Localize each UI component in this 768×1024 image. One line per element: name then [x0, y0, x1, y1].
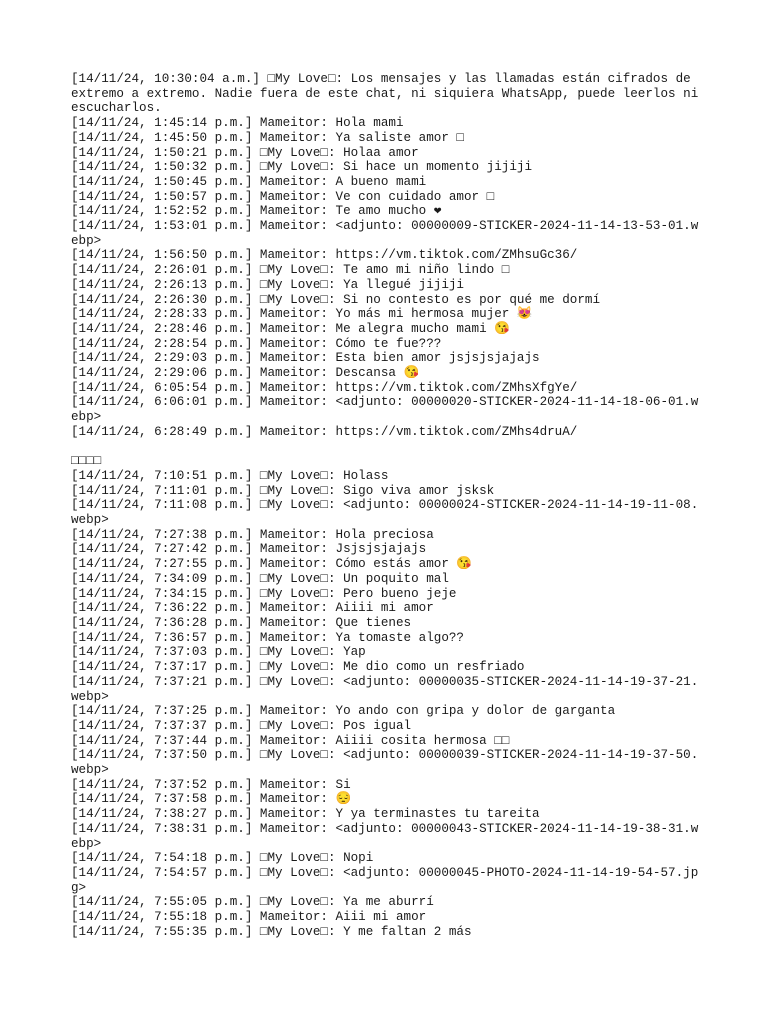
message-line: [14/11/24, 1:53:01 p.m.] Mameitor: <adjunto: 00000009-STICKER-2024-11-14-13-53-01.webp>: [71, 219, 699, 248]
message-line: [14/11/24, 7:27:42 p.m.] Mameitor: Jsjsjsjajajs: [71, 542, 427, 557]
message-line: [14/11/24, 2:29:03 p.m.] Mameitor: Esta bien amor jsjsjsjajajs: [71, 351, 540, 366]
message-line: [14/11/24, 7:54:57 p.m.] □My Love□: <adjunto: 00000045-PHOTO-2024-11-14-19-54-57.jpg>: [71, 865, 699, 895]
message-line: [14/11/24, 7:37:50 p.m.] □My Love□: <adjunto: 00000039-STICKER-2024-11-14-19-37-50.webp>: [71, 748, 699, 778]
message-line: [14/11/24, 7:34:15 p.m.] □My Love□: Pero bueno jeje: [71, 586, 457, 601]
message-line: [14/11/24, 7:27:55 p.m.] Mameitor: Cómo estás amor 😘: [71, 557, 473, 572]
message-line: [14/11/24, 2:26:30 p.m.] □My Love□: Si no contesto es por qué me dormí: [71, 292, 601, 307]
message-line: [14/11/24, 7:37:25 p.m.] Mameitor: Yo ando con gripa y dolor de garganta: [71, 704, 616, 719]
blank-line: [71, 440, 703, 455]
message-line: [14/11/24, 7:34:09 p.m.] □My Love□: Un poquito mal: [71, 571, 449, 586]
message-line: [14/11/24, 1:50:32 p.m.] □My Love□: Si hace un momento jijiji: [71, 160, 533, 175]
message-line: [14/11/24, 7:37:52 p.m.] Mameitor: Si: [71, 777, 351, 792]
message-line: [14/11/24, 7:27:38 p.m.] Mameitor: Hola preciosa: [71, 527, 434, 542]
message-line: [14/11/24, 7:37:17 p.m.] □My Love□: Me dio como un resfriado: [71, 660, 525, 675]
message-line: [14/11/24, 2:26:13 p.m.] □My Love□: Ya llegué jijiji: [71, 277, 464, 292]
message-line: [14/11/24, 1:50:45 p.m.] Mameitor: A bueno mami: [71, 174, 427, 189]
message-line: [14/11/24, 7:54:18 p.m.] □My Love□: Nopi: [71, 851, 374, 866]
message-line: [14/11/24, 7:38:31 p.m.] Mameitor: <adjunto: 00000043-STICKER-2024-11-14-19-38-31.webp>: [71, 821, 699, 851]
message-line: [14/11/24, 1:52:52 p.m.] Mameitor: Te amo mucho ❤: [71, 204, 442, 219]
message-line: [14/11/24, 1:45:14 p.m.] Mameitor: Hola mami: [71, 116, 404, 131]
message-line: [14/11/24, 7:38:27 p.m.] Mameitor: Y ya terminastes tu tareita: [71, 807, 540, 822]
message-line: [14/11/24, 7:11:01 p.m.] □My Love□: Sigo viva amor jsksk: [71, 483, 495, 498]
message-line: [14/11/24, 6:06:01 p.m.] Mameitor: <adjunto: 00000020-STICKER-2024-11-14-18-06-01.webp>: [71, 395, 699, 425]
message-line: [14/11/24, 7:11:08 p.m.] □My Love□: <adjunto: 00000024-STICKER-2024-11-14-19-11-08.webp>: [71, 498, 699, 528]
message-line: [14/11/24, 10:30:04 a.m.] □My Love□: Los mensajes y las llamadas están cifrados de extremo a extremo. Nadie fuera de este chat, ni siquiera WhatsApp, puede leerlos ni escucharlos.: [71, 72, 706, 116]
message-line: [14/11/24, 7:37:37 p.m.] □My Love□: Pos igual: [71, 718, 412, 733]
message-line: [14/11/24, 6:05:54 p.m.] Mameitor: https://vm.tiktok.com/ZMhsXfgYe/: [71, 380, 578, 395]
message-line: [14/11/24, 7:37:58 p.m.] Mameitor: 😔: [71, 792, 352, 807]
message-line: [14/11/24, 1:56:50 p.m.] Mameitor: https://vm.tiktok.com/ZMhsuGc36/: [71, 248, 578, 263]
message-line: [14/11/24, 7:37:21 p.m.] □My Love□: <adjunto: 00000035-STICKER-2024-11-14-19-37-21.webp>: [71, 674, 699, 704]
message-line: [14/11/24, 7:36:28 p.m.] Mameitor: Que tienes: [71, 616, 412, 630]
message-line: [14/11/24, 7:37:44 p.m.] Mameitor: Aiiii cosita hermosa □□: [71, 733, 510, 748]
message-line: [14/11/24, 7:37:03 p.m.] □My Love□: Yap: [71, 645, 366, 660]
message-line: [14/11/24, 2:29:06 p.m.] Mameitor: Descansa 😘: [71, 366, 420, 381]
message-line: [14/11/24, 1:50:21 p.m.] □My Love□: Holaa amor: [71, 145, 419, 160]
chat-transcript: [71, 72, 706, 939]
message-line: [14/11/24, 7:55:35 p.m.] □My Love□: Y me faltan 2 más: [71, 924, 472, 939]
message-line: [14/11/24, 1:50:57 p.m.] Mameitor: Ve con cuidado amor □: [71, 189, 495, 204]
message-line: [14/11/24, 2:26:01 p.m.] □My Love□: Te amo mi niño lindo □: [71, 263, 510, 278]
message-line: [14/11/24, 2:28:33 p.m.] Mameitor: Yo más mi hermosa mujer 😻: [71, 307, 533, 322]
message-line: [14/11/24, 6:28:49 p.m.] Mameitor: https://vm.tiktok.com/ZMhs4druA/: [71, 424, 578, 439]
message-line: □□□□: [71, 454, 102, 469]
message-line: [14/11/24, 7:55:18 p.m.] Mameitor: Aiii mi amor: [71, 910, 427, 925]
message-line: [14/11/24, 7:55:05 p.m.] □My Love□: Ya me aburrí: [71, 895, 434, 910]
message-line: [14/11/24, 7:36:57 p.m.] Mameitor: Ya tomaste algo??: [71, 630, 464, 645]
message-line: [14/11/24, 7:36:22 p.m.] Mameitor: Aiiii mi amor: [71, 601, 434, 616]
message-line: [14/11/24, 2:28:46 p.m.] Mameitor: Me alegra mucho mami 😘: [71, 321, 510, 336]
message-line: [14/11/24, 2:28:54 p.m.] Mameitor: Cómo te fue???: [71, 336, 442, 351]
message-line: [14/11/24, 1:45:50 p.m.] Mameitor: Ya saliste amor □: [71, 130, 464, 145]
message-line: [14/11/24, 7:10:51 p.m.] □My Love□: Holass: [71, 468, 389, 483]
